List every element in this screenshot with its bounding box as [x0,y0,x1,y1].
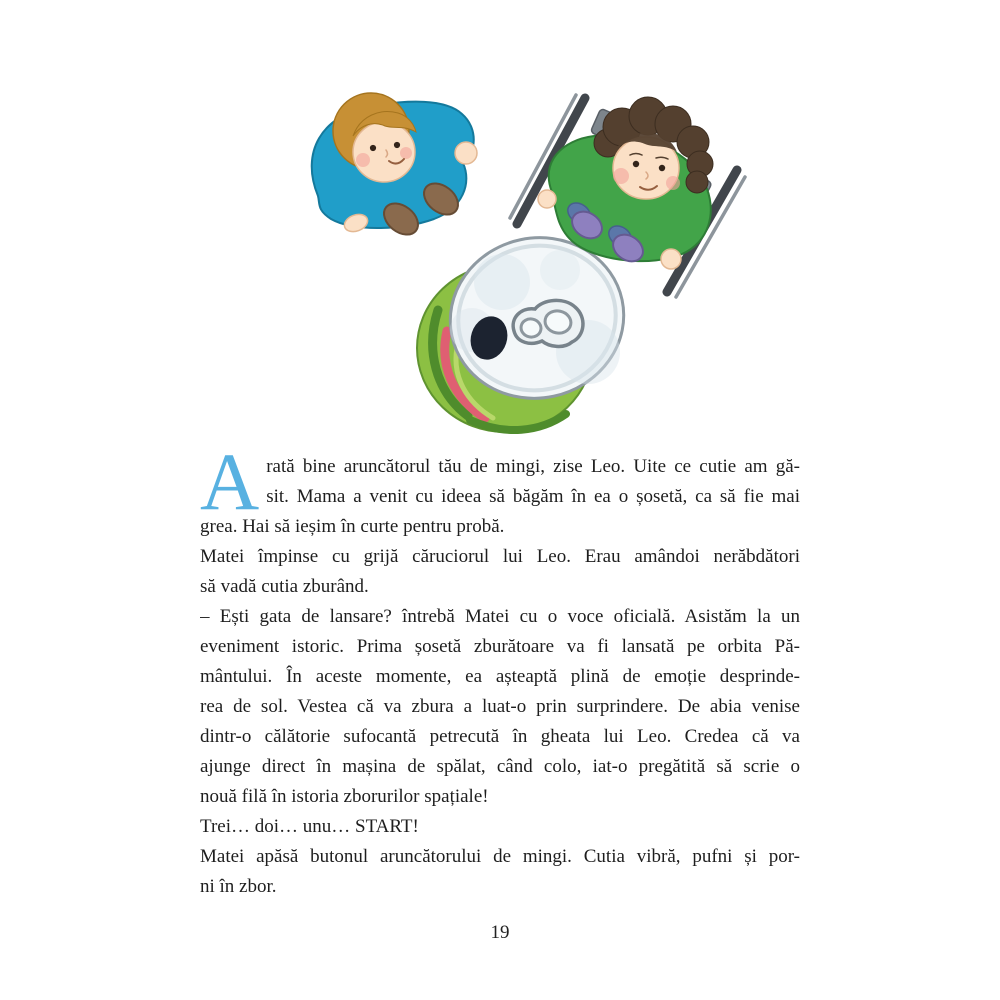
text-line: mântului. În aceste momente, ea așteaptă plină de emoție desprinde- [200,666,800,687]
drop-cap: A [200,436,260,527]
text-line: – Ești gata de lansare? întrebă Matei cu o voce oficială. Asistăm la un [200,606,800,627]
illustration-svg [0,0,1000,450]
text-line: sit. Mama a venit cu ideea să băgăm în ea o șosetă, ca să fie mai [266,486,800,507]
story-text-block [200,436,800,902]
right-eye [394,142,400,148]
text-line: Trei… doi… unu… START! [200,816,419,837]
illustration [0,0,1000,450]
text-line: rea de sol. Vestea că va zbura a luat-o prin surprindere. De abia venise [200,696,800,717]
text-line: să vadă cutia zburând. [200,576,369,597]
text-line: dintr-o călătorie sufocantă petrecută în gheata lui Leo. Credea că va [200,726,800,747]
boy-blond-illustration [312,93,477,241]
text-line: Matei împinse cu grijă căruciorul lui Leo. Erau amândoi nerăbdători [200,546,800,567]
text-line: grea. Hai să ieșim în curte pentru probă. [200,516,505,537]
paragraph [200,602,800,812]
paragraph [200,812,800,842]
paragraph [200,542,800,602]
text-line: ajunge direct în mașina de spălat, când colo, iat-o pregătită să scrie o [200,756,800,777]
left-hand-on-wheel [538,190,556,208]
text-line: rată bine aruncătorul tău de mingi, zise Leo. Uite ce cutie am gă- [266,456,800,477]
text-line: nouă filă în istoria zborurilor spațiale! [200,786,489,807]
right-hand [455,142,477,164]
paragraph [200,842,800,902]
text-line: ni în zbor. [200,876,277,897]
text-line: eveniment istoric. Prima șosetă zburătoare va fi lansată pe orbita Pă- [200,636,800,657]
text-line: Matei apăsă butonul aruncătorului de mingi. Cutia vibră, pufni și por- [200,846,800,867]
left-eye [370,145,376,151]
left-cheek [356,153,370,167]
right-cheek [666,176,680,190]
right-hand-on-wheel [661,249,681,269]
right-eye [659,165,665,171]
left-cheek [613,168,629,184]
left-eye [633,161,639,167]
paragraph [200,436,800,542]
page-number: 19 [490,922,510,943]
right-cheek [400,147,412,159]
